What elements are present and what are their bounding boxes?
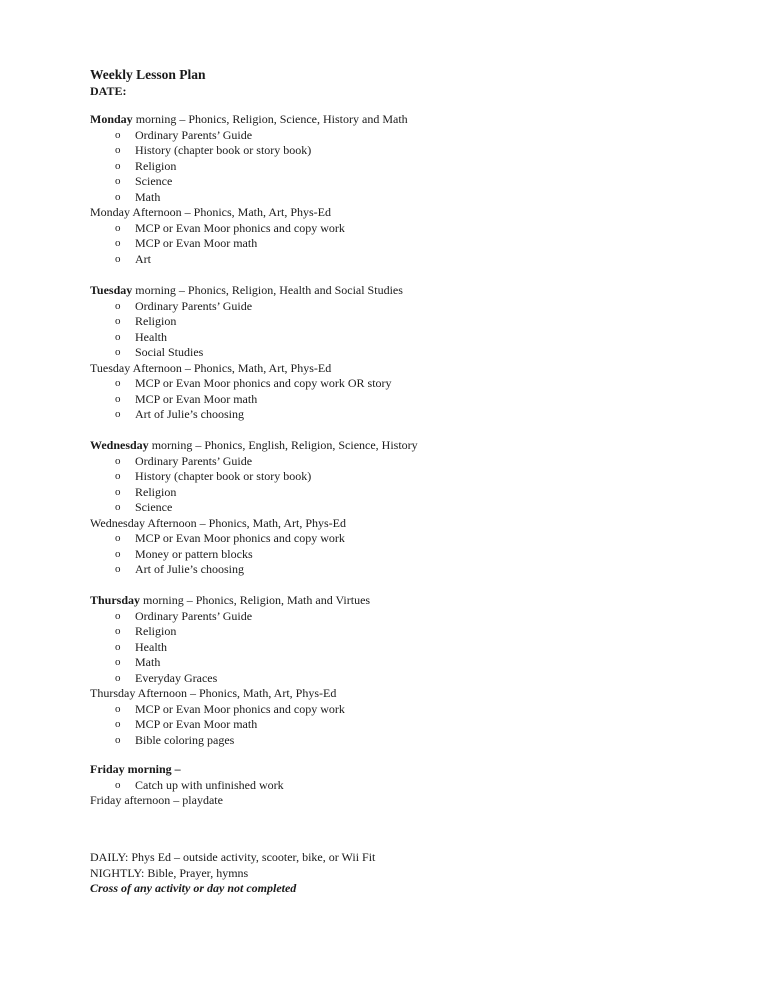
list-item-text: Religion <box>135 484 177 499</box>
bullet-icon: o <box>115 671 121 684</box>
bullet-icon: o <box>115 346 121 358</box>
list-item <box>90 778 690 794</box>
list-item <box>90 469 690 485</box>
bullet-icon: o <box>115 625 121 637</box>
list-item <box>90 159 690 175</box>
bullet-icon: o <box>115 702 121 715</box>
morning-subjects: morning – Phonics, Religion, Health and Social Studies <box>132 283 403 297</box>
list-item-text: Religion <box>135 624 177 638</box>
bullet-icon: o <box>115 640 121 653</box>
list-item <box>90 345 690 361</box>
list-item-text: MCP or Evan Moor phonics and copy work <box>135 531 345 545</box>
list-item <box>90 299 690 315</box>
list-item <box>90 174 690 190</box>
bullet-icon: o <box>115 778 121 791</box>
bullet-icon: o <box>115 377 121 389</box>
nightly-note: NIGHTLY: Bible, Prayer, hymns <box>90 865 249 880</box>
list-item-text: Catch up with unfinished work <box>135 777 284 792</box>
list-item-text: Everyday Graces <box>135 670 218 685</box>
list-item-text: MCP or Evan Moor phonics and copy work <box>135 220 345 235</box>
list-item <box>90 314 690 330</box>
day-afternoon-heading: Friday afternoon – playdate <box>90 793 223 807</box>
list-item <box>90 454 690 470</box>
bullet-icon: o <box>115 190 121 203</box>
day-morning-heading <box>90 593 690 609</box>
footer-notes <box>90 850 375 897</box>
list-item-text: Art of Julie’s choosing <box>135 562 244 576</box>
list-item <box>90 547 690 563</box>
day-name: Monday <box>90 112 133 126</box>
list-item-text: Art of Julie’s choosing <box>135 407 244 421</box>
list-item <box>90 717 690 733</box>
bullet-icon: o <box>115 609 121 622</box>
daily-note: DAILY: Phys Ed – outside activity, scooter, bike, or Wii Fit <box>90 850 376 864</box>
list-item-text: Health <box>135 329 167 344</box>
list-item-text: History (chapter book or story book) <box>135 143 312 157</box>
morning-subjects: morning – Phonics, English, Religion, Science, History <box>148 438 418 452</box>
list-item-text: History (chapter book or story book) <box>135 469 312 483</box>
list-item-text: Art <box>135 251 151 266</box>
day-morning-heading <box>90 762 690 778</box>
bullet-icon: o <box>115 454 121 467</box>
list-item-text: Ordinary Parents’ Guide <box>135 453 253 468</box>
list-item-text: MCP or Evan Moor math <box>135 717 258 731</box>
list-item <box>90 500 690 516</box>
bullet-icon: o <box>115 221 121 234</box>
list-item-text: Bible coloring pages <box>135 732 235 747</box>
list-item-text: Health <box>135 639 167 654</box>
bullet-icon: o <box>115 315 121 327</box>
document-title: Weekly Lesson Plan <box>90 67 206 82</box>
day-name: Tuesday <box>90 283 133 297</box>
bullet-icon: o <box>115 175 121 187</box>
bullet-icon: o <box>115 718 121 730</box>
list-item-text: Religion <box>135 158 177 173</box>
list-item <box>90 392 690 408</box>
list-item-text: Science <box>135 500 173 514</box>
list-item <box>90 702 690 718</box>
bullet-icon: o <box>115 392 121 405</box>
morning-subjects: morning – Phonics, Religion, Math and Virtues <box>140 593 371 607</box>
list-item <box>90 609 690 625</box>
list-item <box>90 640 690 656</box>
bullet-icon: o <box>115 656 121 668</box>
list-item <box>90 252 690 268</box>
bullet-icon: o <box>115 733 121 746</box>
list-item <box>90 531 690 547</box>
list-item <box>90 128 690 144</box>
list-item-text: MCP or Evan Moor phonics and copy work OR story <box>135 376 392 390</box>
list-item-text: MCP or Evan Moor math <box>135 236 258 250</box>
bullet-icon: o <box>115 144 121 156</box>
bullet-icon: o <box>115 547 121 560</box>
day-section <box>90 593 690 748</box>
list-item-text: Money or pattern blocks <box>135 546 253 561</box>
list-item <box>90 236 690 252</box>
list-item <box>90 143 690 159</box>
bullet-icon: o <box>115 532 121 544</box>
day-section <box>90 438 690 578</box>
day-afternoon-heading: Wednesday Afternoon – Phonics, Math, Art, Phys-Ed <box>90 515 347 530</box>
bullet-icon: o <box>115 408 121 420</box>
morning-subjects: morning – Phonics, Religion, Science, History and Math <box>132 112 408 126</box>
list-item <box>90 407 690 423</box>
day-morning-heading <box>90 438 690 454</box>
list-item <box>90 562 690 578</box>
bullet-icon: o <box>115 252 121 265</box>
day-name: Wednesday <box>90 438 149 452</box>
bullet-icon: o <box>115 237 121 249</box>
day-section <box>90 283 690 423</box>
bullet-icon: o <box>115 485 121 498</box>
list-item-text: Religion <box>135 314 177 328</box>
list-item <box>90 376 690 392</box>
list-item-text: Science <box>135 174 173 188</box>
bullet-icon: o <box>115 128 121 141</box>
list-item-text: MCP or Evan Moor math <box>135 391 258 406</box>
day-morning-heading <box>90 112 690 128</box>
list-item <box>90 733 690 749</box>
day-section <box>90 762 690 809</box>
day-morning-heading <box>90 283 690 299</box>
list-item <box>90 485 690 501</box>
day-section <box>90 112 690 267</box>
completion-note: Cross of any activity or day not completed <box>90 881 297 895</box>
day-afternoon-heading: Tuesday Afternoon – Phonics, Math, Art, Phys-Ed <box>90 360 332 375</box>
list-item-text: Math <box>135 655 161 669</box>
list-item-text: Ordinary Parents’ Guide <box>135 298 253 313</box>
day-name: Thursday <box>90 593 141 607</box>
list-item <box>90 671 690 687</box>
list-item <box>90 330 690 346</box>
list-item-text: Ordinary Parents’ Guide <box>135 608 253 623</box>
list-item <box>90 624 690 640</box>
bullet-icon: o <box>115 501 121 513</box>
bullet-icon: o <box>115 330 121 343</box>
list-item <box>90 655 690 671</box>
bullet-icon: o <box>115 159 121 172</box>
bullet-icon: o <box>115 563 121 575</box>
bullet-icon: o <box>115 470 121 482</box>
day-afternoon-heading: Thursday Afternoon – Phonics, Math, Art, Phys-Ed <box>90 686 337 700</box>
list-item-text: Ordinary Parents’ Guide <box>135 127 253 142</box>
day-afternoon-heading: Monday Afternoon – Phonics, Math, Art, Phys-Ed <box>90 205 331 219</box>
list-item-text: Social Studies <box>135 345 204 359</box>
list-item <box>90 221 690 237</box>
list-item-text: Math <box>135 189 161 204</box>
bullet-icon: o <box>115 299 121 312</box>
list-item <box>90 190 690 206</box>
list-item-text: MCP or Evan Moor phonics and copy work <box>135 701 345 716</box>
day-name: Friday morning – <box>90 762 181 776</box>
date-label: DATE: <box>90 84 127 98</box>
